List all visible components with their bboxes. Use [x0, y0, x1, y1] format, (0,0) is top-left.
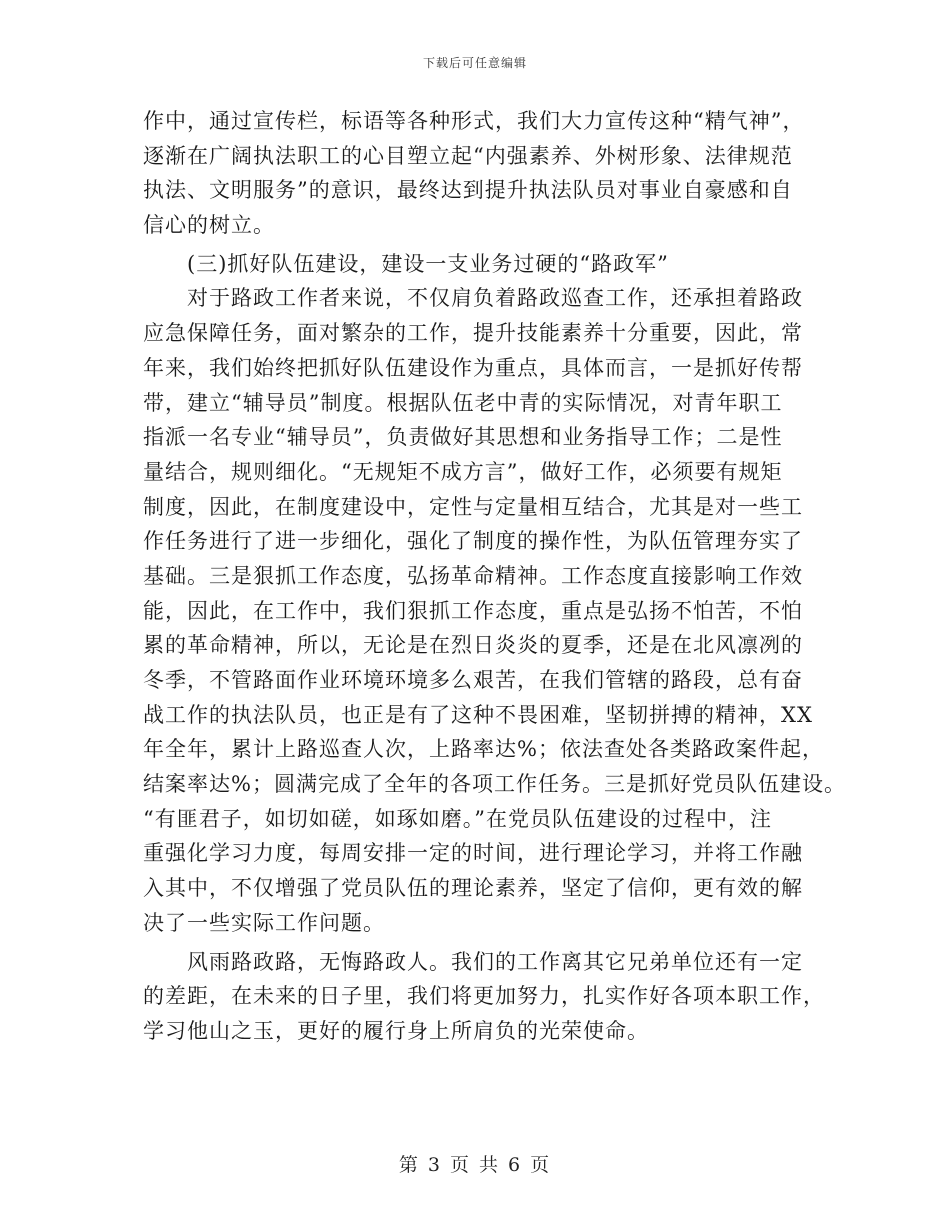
text-line: 带，建立“辅导员”制度。根据队伍老中青的实际情况，对青年职工	[143, 390, 783, 415]
text-line: 对于路政工作者来说，不仅肩负着路政巡查工作，还承担着路政	[187, 286, 803, 311]
section-heading: (三)抓好队伍建设，建设一支业务过硬的“路政军”	[187, 251, 669, 276]
text-line: 制度，因此，在制度建设中，定性与定量相互结合，尤其是对一些工	[143, 494, 803, 519]
text-line: 量结合，规则细化。“无规矩不成方言”，做好工作，必须要有规矩	[143, 459, 783, 484]
text-line: 指派一名专业“辅导员”，负责做好其思想和业务指导工作；二是性	[143, 425, 783, 450]
text-line: 累的革命精神，所以，无论是在烈日炎炎的夏季，还是在北风凛冽的	[143, 633, 803, 658]
text-line: 冬季，不管路面作业环境环境多么艰苦，在我们管辖的路段，总有奋	[143, 668, 803, 692]
text-line: 作中，通过宣传栏，标语等各种形式，我们大力宣传这种“精气神”，	[143, 109, 805, 133]
text-line: 决了一些实际工作问题。	[143, 910, 385, 935]
text-line: 战工作的执法队员，也正是有了这种不畏困难，坚韧拼搏的精神，XX	[143, 702, 813, 727]
text-line: “有匪君子，如切如磋，如琢如磨。”在党员队伍建设的过程中，注	[143, 806, 772, 831]
text-line: 年全年，累计上路巡查人次，上路率达%；依法查处各类路政案件起，	[143, 737, 824, 762]
text-line: 基础。三是狠抓工作态度，弘扬革命精神。工作态度直接影响工作效	[143, 563, 803, 588]
text-line: 的差距，在未来的日子里，我们将更加努力，扎实作好各项本职工作，	[143, 984, 825, 1009]
text-line: 执法、文明服务”的意识，最终达到提升执法队员对事业自豪感和自	[143, 178, 793, 203]
text-line: 学习他山之玉，更好的履行身上所肩负的光荣使命。	[143, 1018, 649, 1043]
document-body	[143, 104, 846, 1049]
text-line: 作任务进行了进一步细化，强化了制度的操作性，为队伍管理夯实了	[143, 529, 803, 554]
text-line: 能，因此，在工作中，我们狠抓工作态度，重点是弘扬不怕苦，不怕	[143, 598, 803, 623]
text-line: 逐渐在广阔执法职工的心目塑立起“内强素养、外树形象、法律规范	[143, 143, 793, 168]
text-line: 信心的树立。	[143, 213, 275, 238]
text-line: 风雨路政路，无悔路政人。我们的工作离其它兄弟单位还有一定	[187, 949, 803, 974]
text-line: 年来，我们始终把抓好队伍建设作为重点，具体而言，一是抓好传帮	[143, 355, 803, 380]
text-line: 重强化学习力度，每周安排一定的时间，进行理论学习，并将工作融	[143, 841, 803, 866]
page-header: 下载后可任意编辑	[422, 56, 527, 70]
text-line: 结案率达%；圆满完成了全年的各项工作任务。三是抓好党员队伍建设。	[143, 772, 846, 797]
text-line: 应急保障任务，面对繁杂的工作，提升技能素养十分重要，因此，常	[143, 321, 803, 346]
page-number-footer: 第 3 页 共 6 页	[398, 1154, 552, 1176]
text-line: 入其中，不仅增强了党员队伍的理论素养，坚定了信仰，更有效的解	[143, 876, 803, 901]
